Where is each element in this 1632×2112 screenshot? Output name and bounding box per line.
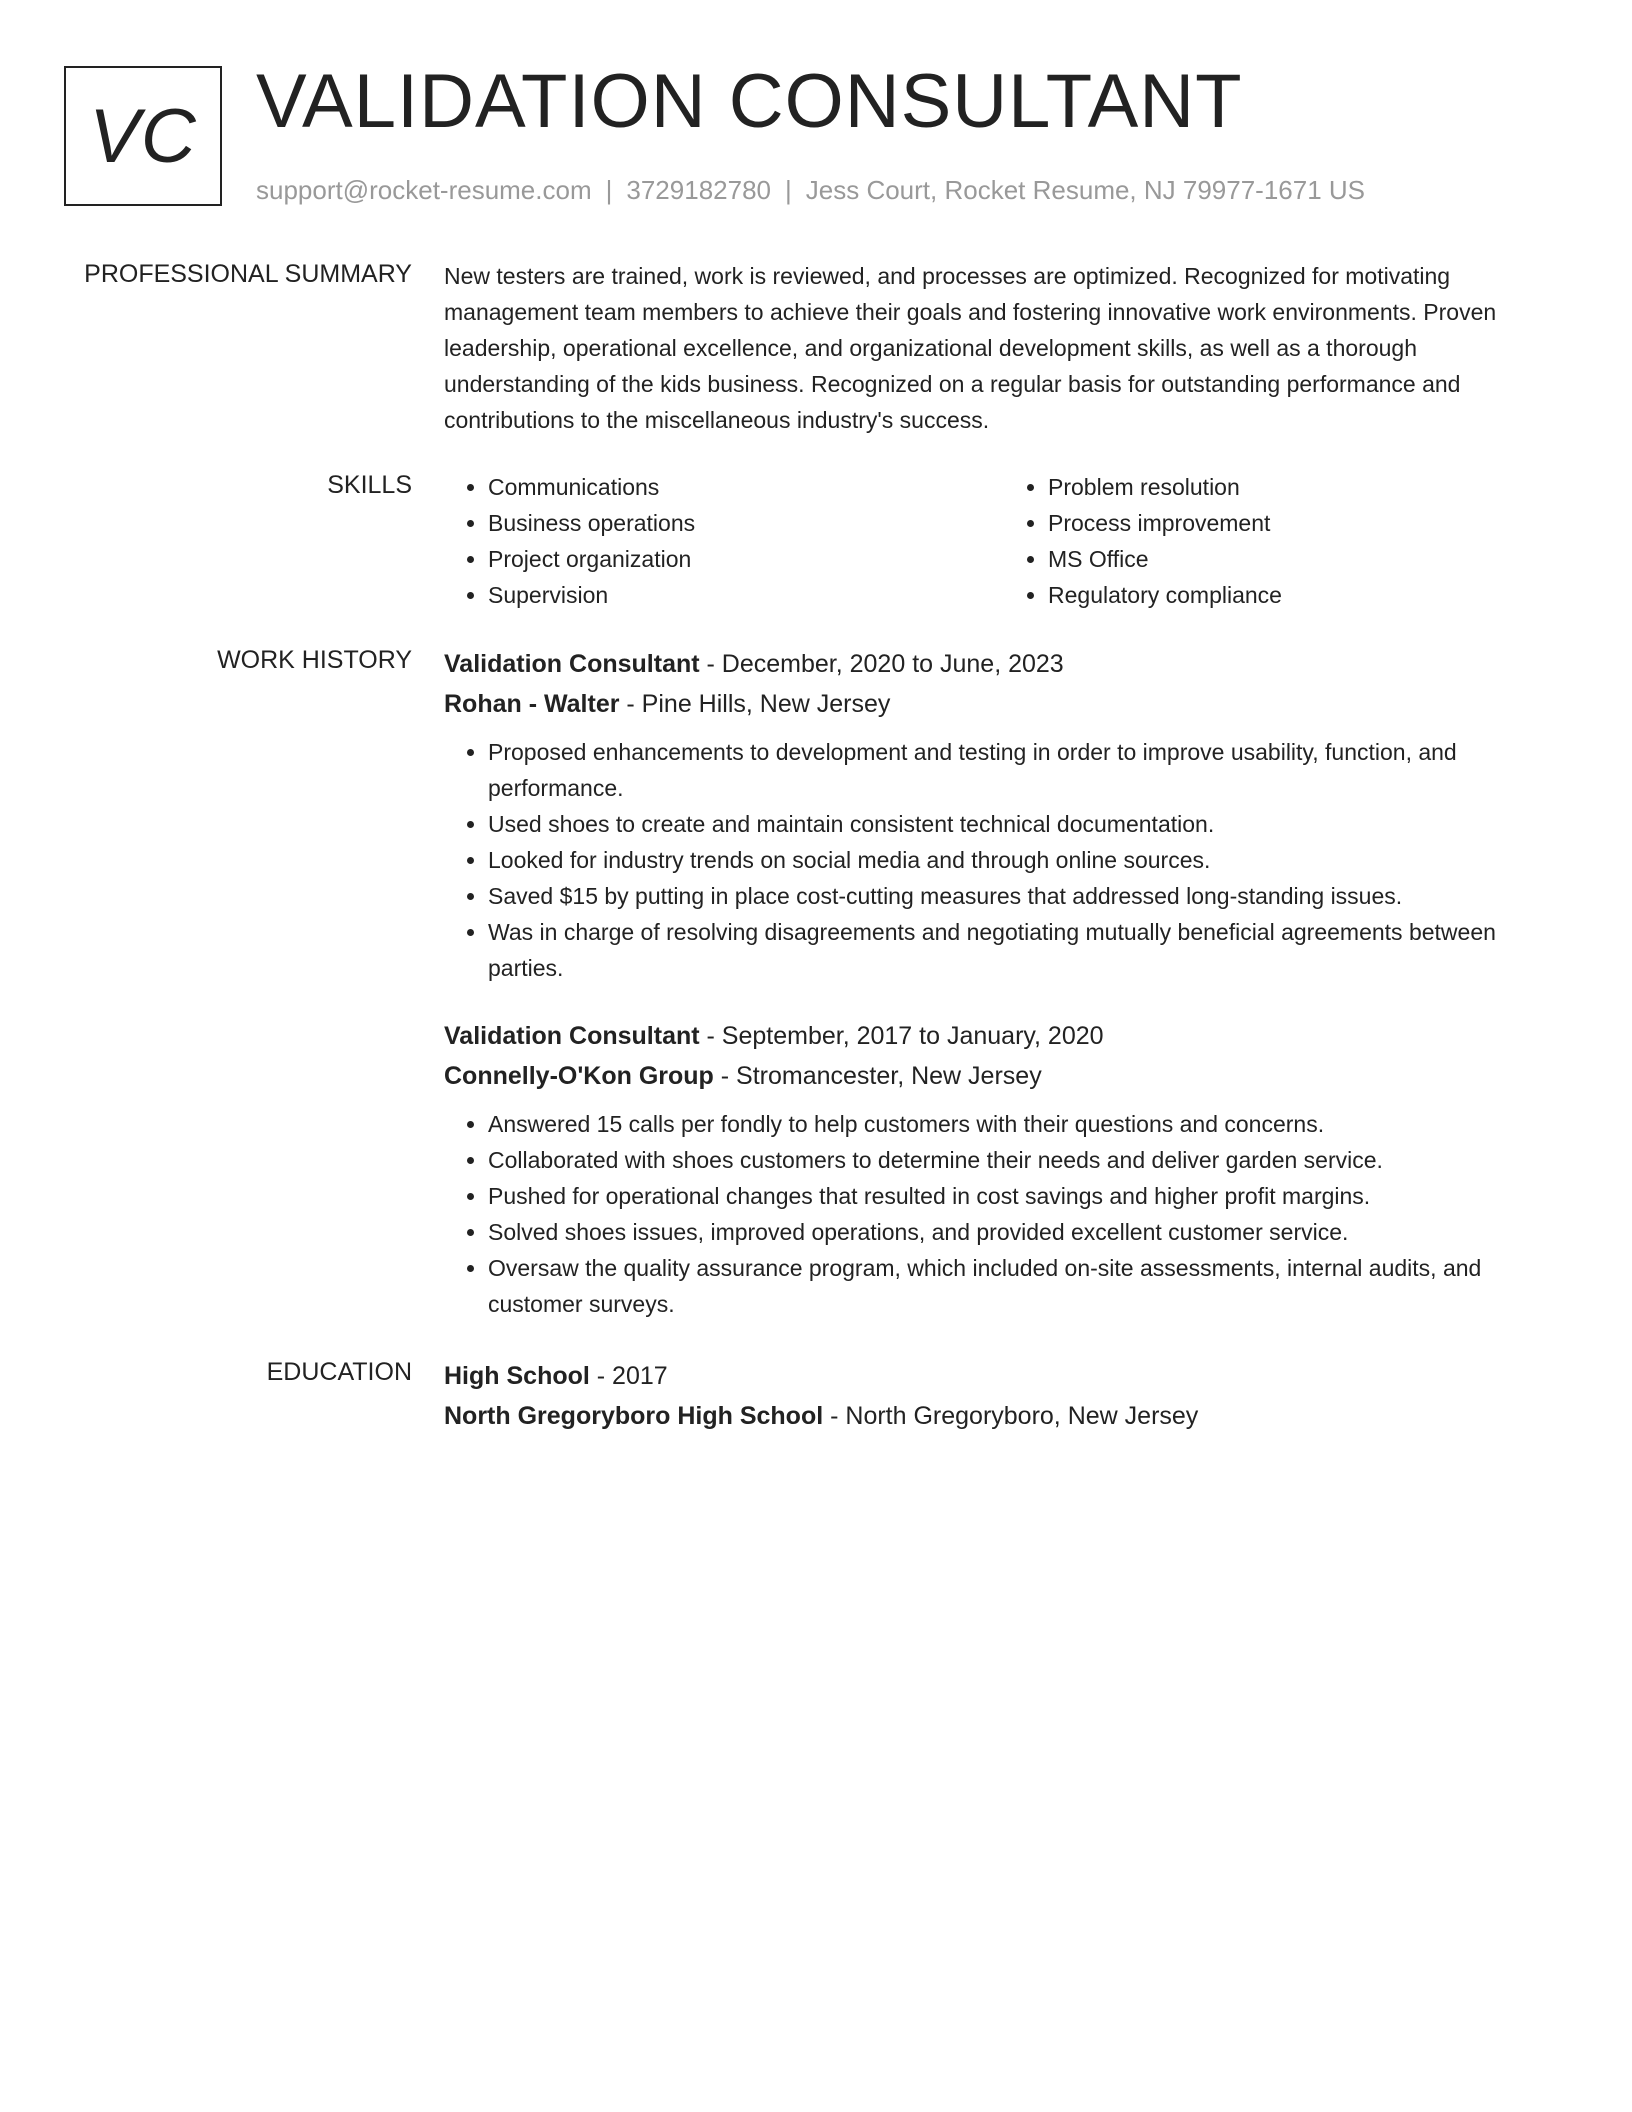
skills-heading: SKILLS bbox=[327, 471, 412, 499]
job-company-line bbox=[444, 684, 1564, 724]
address-text: Jess Court, Rocket Resume, NJ 79977-1671 US bbox=[805, 175, 1366, 205]
contact-separator: | bbox=[785, 175, 792, 205]
email-text: support@rocket-resume.com bbox=[256, 175, 592, 205]
job-dates: - December, 2020 to June, 2023 bbox=[699, 650, 1064, 678]
job-bullet: • Saved $15 by putting in place cost-cutting measures that addressed long-standing issues. bbox=[488, 878, 1564, 914]
job-bullet: • Proposed enhancements to development and testing in order to improve usability, function, and performance. bbox=[488, 734, 1564, 806]
job-bullet: • Pushed for operational changes that resulted in cost savings and higher profit margins. bbox=[488, 1178, 1564, 1214]
job-title-line bbox=[444, 1016, 1564, 1056]
job-bullets bbox=[444, 1106, 1564, 1322]
job-company-line bbox=[444, 1056, 1564, 1096]
job-dates: - September, 2017 to January, 2020 bbox=[699, 1022, 1104, 1050]
degree: High School bbox=[444, 1362, 590, 1390]
school-location: - North Gregoryboro, New Jersey bbox=[823, 1402, 1199, 1430]
skill-item: • Process improvement bbox=[1048, 505, 1564, 541]
skills-list-left bbox=[444, 469, 1004, 613]
phone-text: 3729182780 bbox=[626, 175, 771, 205]
skill-item: • Communications bbox=[488, 469, 1004, 505]
monogram-badge: VC bbox=[64, 66, 222, 206]
skill-item: • Business operations bbox=[488, 505, 1004, 541]
school-name: North Gregoryboro High School bbox=[444, 1402, 824, 1430]
job-role: Validation Consultant bbox=[444, 650, 700, 678]
job-bullet: • Solved shoes issues, improved operations, and provided excellent customer service. bbox=[488, 1214, 1564, 1250]
job-bullet: • Was in charge of resolving disagreements and negotiating mutually beneficial agreements between parties. bbox=[488, 914, 1564, 986]
degree-year: - 2017 bbox=[589, 1362, 668, 1390]
job-entry bbox=[444, 644, 1564, 986]
job-bullet: • Oversaw the quality assurance program, which included on-site assessments, internal audits, and customer surveys. bbox=[488, 1250, 1564, 1322]
job-role: Validation Consultant bbox=[444, 1022, 700, 1050]
job-bullet: • Used shoes to create and maintain consistent technical documentation. bbox=[488, 806, 1564, 842]
skills-list-right bbox=[1004, 469, 1564, 613]
job-location: - Pine Hills, New Jersey bbox=[619, 690, 891, 718]
skill-item: • Project organization bbox=[488, 541, 1004, 577]
skill-item: • Regulatory compliance bbox=[1048, 577, 1564, 613]
degree-line bbox=[444, 1356, 1564, 1396]
job-bullets bbox=[444, 734, 1564, 986]
contact-line bbox=[256, 174, 1365, 206]
job-bullet: • Collaborated with shoes customers to determine their needs and deliver garden service. bbox=[488, 1142, 1564, 1178]
skill-item: • Supervision bbox=[488, 577, 1004, 613]
job-entry bbox=[444, 1016, 1564, 1322]
skills-grid bbox=[444, 469, 1564, 613]
job-location: - Stromancester, New Jersey bbox=[713, 1062, 1042, 1090]
education-heading: EDUCATION bbox=[266, 1358, 412, 1386]
skill-item: • Problem resolution bbox=[1048, 469, 1564, 505]
job-bullet: • Looked for industry trends on social media and through online sources. bbox=[488, 842, 1564, 878]
job-company: Rohan - Walter bbox=[444, 690, 620, 718]
job-company: Connelly-O'Kon Group bbox=[444, 1062, 714, 1090]
job-title-line bbox=[444, 644, 1564, 684]
summary-heading: PROFESSIONAL SUMMARY bbox=[84, 260, 412, 288]
skill-item: • MS Office bbox=[1048, 541, 1564, 577]
page-title: VALIDATION CONSULTANT bbox=[256, 59, 1243, 144]
work-history-heading: WORK HISTORY bbox=[217, 646, 412, 674]
contact-separator: | bbox=[605, 175, 613, 205]
school-line bbox=[444, 1396, 1564, 1436]
job-bullet: • Answered 15 calls per fondly to help customers with their questions and concerns. bbox=[488, 1106, 1564, 1142]
summary-text: New testers are trained, work is reviewed, and processes are optimized. Recognized for motivating management team members to achieve their goals and fostering innovative work environments. Proven leadership, operational excellence, and organizational development skills, as well as a thorough understanding of the kids business. Recognized on a regular basis for outstanding performance and contributions to the miscellaneous industry's success. bbox=[444, 263, 1497, 433]
